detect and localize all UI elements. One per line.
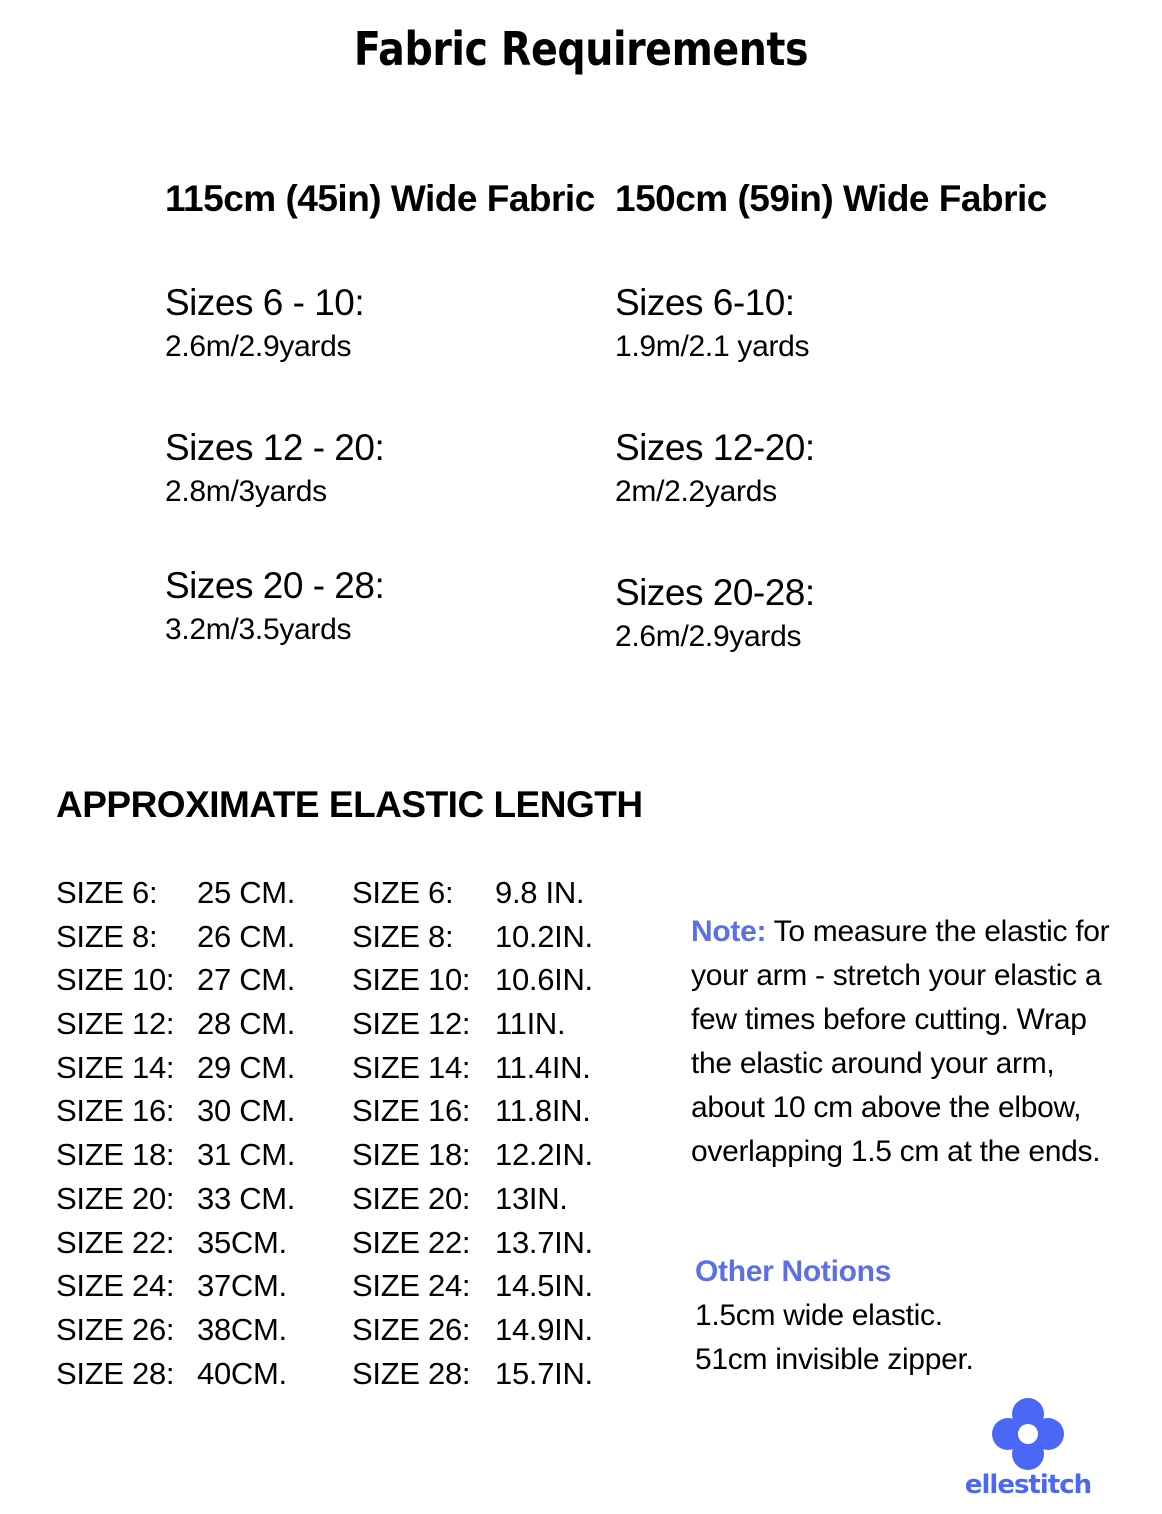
elastic-size: SIZE 6: (352, 875, 454, 910)
elastic-size: SIZE 24: (352, 1268, 471, 1304)
elastic-row (56, 1356, 316, 1400)
elastic-value: 15.7IN. (495, 1355, 593, 1391)
notion-item: 51cm invisible zipper. (695, 1343, 974, 1376)
elastic-value: 29 CM. (197, 1049, 296, 1085)
elastic-value: 14.9IN. (495, 1311, 593, 1347)
elastic-value: 13IN. (495, 1180, 568, 1216)
elastic-value: 38CM. (197, 1311, 287, 1347)
elastic-inches-table (352, 875, 612, 1399)
elastic-value: 27 CM. (197, 962, 296, 998)
size-group (165, 282, 364, 364)
elastic-size: SIZE 16: (352, 1093, 471, 1129)
elastic-row (56, 1181, 316, 1225)
elastic-row (56, 875, 316, 919)
elastic-value: 31 CM. (197, 1137, 296, 1173)
elastic-row (56, 962, 316, 1006)
fabric-column-115cm (165, 178, 595, 646)
elastic-value: 28 CM. (197, 1006, 296, 1042)
elastic-value: 25 CM. (197, 875, 296, 910)
elastic-size: SIZE 10: (56, 962, 175, 998)
elastic-row (352, 1137, 612, 1181)
elastic-value: 10.2IN. (495, 918, 593, 954)
size-group (615, 572, 815, 654)
elastic-row (352, 919, 612, 963)
elastic-size: SIZE 14: (56, 1049, 175, 1085)
elastic-row (56, 919, 316, 963)
elastic-row (56, 1006, 316, 1050)
size-group-amount: 1.9m/2.1 yards (615, 330, 810, 363)
elastic-row (352, 1312, 612, 1356)
size-group (165, 565, 384, 647)
size-group-label: Sizes 12 - 20: (165, 427, 385, 468)
elastic-row (352, 1093, 612, 1137)
flower-icon (992, 1398, 1064, 1470)
elastic-row (56, 1093, 316, 1137)
elastic-size: SIZE 16: (56, 1093, 175, 1129)
elastic-row (352, 1356, 612, 1400)
elastic-row (352, 1268, 612, 1312)
elastic-value: 11IN. (495, 1006, 566, 1042)
other-notions (695, 1250, 974, 1382)
elastic-heading: APPROXIMATE ELASTIC LENGTH (56, 784, 643, 825)
brand-name: ellestitch (964, 1470, 1092, 1500)
elastic-cm-table (56, 875, 316, 1399)
note-text: To measure the elastic for your arm - stretch your elastic a few times before cutting. Wrap the elastic around your arm, about 10 cm above the elbow, overlapping 1.5 cm at the ends. (691, 915, 1110, 1168)
elastic-value: 26 CM. (197, 918, 296, 954)
fabric-column-150cm (615, 178, 1047, 653)
elastic-row (352, 1006, 612, 1050)
elastic-row (352, 962, 612, 1006)
elastic-row (56, 1050, 316, 1094)
elastic-value: 30 CM. (197, 1093, 296, 1129)
elastic-size: SIZE 10: (352, 962, 471, 998)
fabric-column-heading: 150cm (59in) Wide Fabric (615, 178, 1047, 219)
size-group-amount: 2.6m/2.9yards (615, 620, 802, 653)
elastic-value: 13.7IN. (495, 1224, 593, 1260)
elastic-size: SIZE 24: (56, 1268, 175, 1304)
elastic-size: SIZE 18: (56, 1137, 175, 1173)
notions-heading: Other Notions (695, 1255, 892, 1288)
size-group (165, 427, 384, 509)
elastic-value: 9.8 IN. (495, 875, 585, 910)
elastic-row (56, 1137, 316, 1181)
elastic-value: 11.8IN. (495, 1093, 591, 1129)
note-label: Note: (691, 915, 767, 948)
elastic-size: SIZE 20: (352, 1180, 471, 1216)
size-group-amount: 3.2m/3.5yards (165, 613, 352, 646)
elastic-size: SIZE 26: (56, 1311, 175, 1347)
elastic-value: 10.6IN. (495, 962, 593, 998)
size-group (615, 427, 815, 509)
elastic-size: SIZE 18: (352, 1137, 471, 1173)
elastic-value: 33 CM. (197, 1180, 296, 1216)
elastic-size: SIZE 12: (352, 1006, 471, 1042)
size-group (615, 282, 809, 364)
size-group-label: Sizes 6 - 10: (165, 282, 365, 323)
fabric-column-heading: 115cm (45in) Wide Fabric (165, 178, 595, 219)
elastic-value: 40CM. (197, 1355, 287, 1391)
elastic-value: 37CM. (197, 1268, 287, 1304)
page-title: Fabric Requirements (353, 22, 809, 76)
elastic-size: SIZE 14: (352, 1049, 471, 1085)
elastic-row (352, 1181, 612, 1225)
size-group-label: Sizes 20-28: (615, 572, 815, 613)
elastic-value: 12.2IN. (495, 1137, 593, 1173)
note-block (691, 910, 1131, 1174)
elastic-size: SIZE 28: (352, 1355, 471, 1391)
elastic-row (56, 1312, 316, 1356)
elastic-size: SIZE 8: (56, 918, 158, 954)
elastic-size: SIZE 12: (56, 1006, 175, 1042)
elastic-row (56, 1268, 316, 1312)
size-group-label: Sizes 20 - 28: (165, 565, 385, 606)
elastic-size: SIZE 22: (56, 1224, 175, 1260)
size-group-amount: 2m/2.2yards (615, 475, 777, 508)
elastic-row (352, 1050, 612, 1094)
notion-item: 1.5cm wide elastic. (695, 1299, 943, 1332)
size-group-amount: 2.8m/3yards (165, 475, 327, 508)
size-group-label: Sizes 6-10: (615, 282, 795, 323)
elastic-row (352, 875, 612, 919)
elastic-size: SIZE 8: (352, 918, 454, 954)
elastic-size: SIZE 20: (56, 1180, 175, 1216)
elastic-value: 35CM. (197, 1224, 287, 1260)
elastic-size: SIZE 6: (56, 875, 158, 910)
elastic-value: 14.5IN. (495, 1268, 593, 1304)
elastic-size: SIZE 28: (56, 1355, 175, 1391)
size-group-amount: 2.6m/2.9yards (165, 330, 352, 363)
elastic-row (352, 1225, 612, 1269)
elastic-value: 11.4IN. (495, 1049, 591, 1085)
size-group-label: Sizes 12-20: (615, 427, 815, 468)
elastic-row (56, 1225, 316, 1269)
elastic-size: SIZE 22: (352, 1224, 471, 1260)
elastic-size: SIZE 26: (352, 1311, 471, 1347)
brand-logo (964, 1398, 1092, 1508)
